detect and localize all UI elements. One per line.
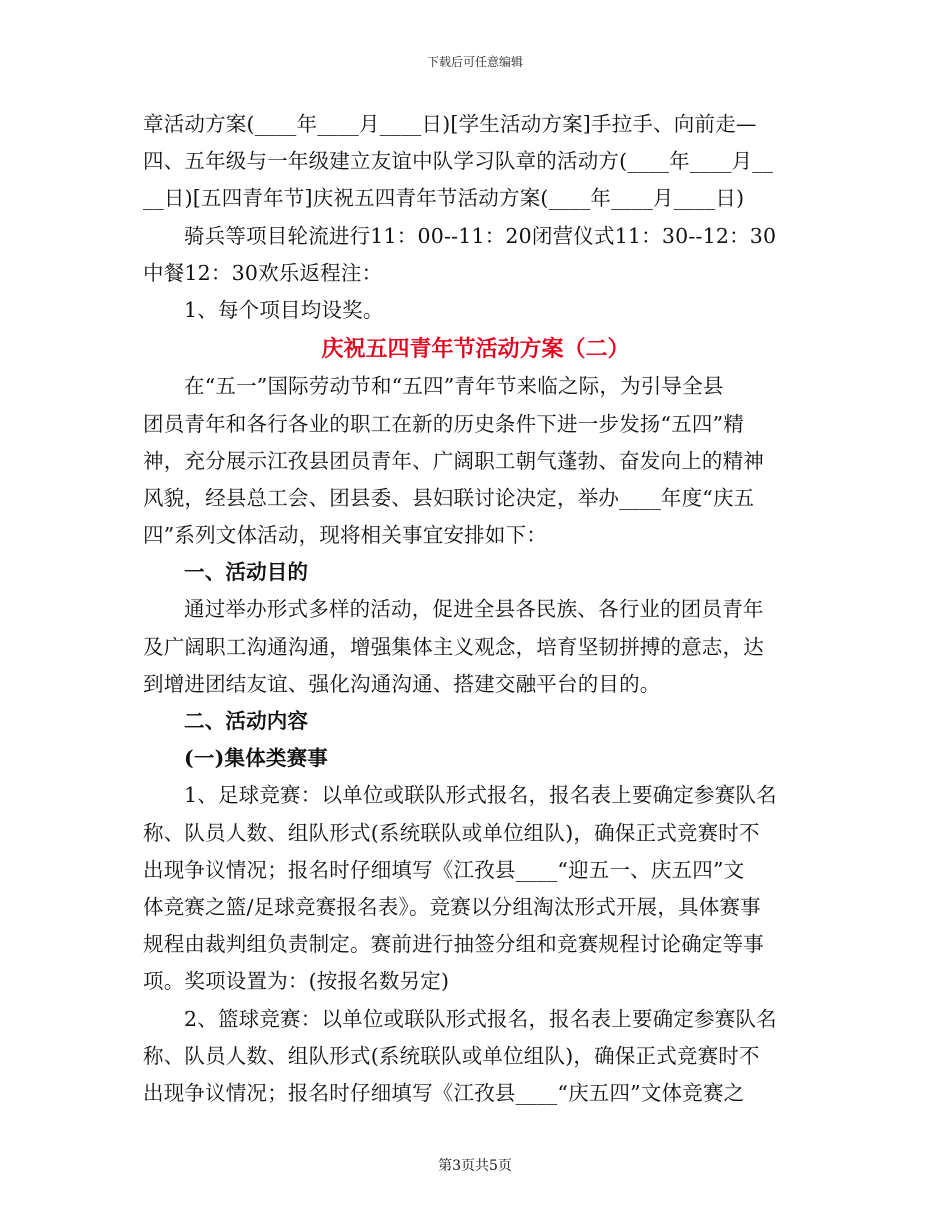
- section1-line: 及广阔职工沟通沟通，增强集体主义观念，培育坚韧拼搏的意志，达: [143, 634, 764, 659]
- item2-line: 2、篮球竞赛：以单位或联队形式报名，报名表上要确定参赛队名: [184, 1006, 777, 1031]
- text-line: __日)[五四青年节]庆祝五四青年节活动方案(____年____月____日): [143, 186, 745, 211]
- section1-line: 到增进团结友谊、强化沟通沟通、搭建交融平台的目的。: [143, 671, 661, 696]
- document-title: 庆祝五四青年节活动方案（二）: [321, 336, 630, 363]
- item2-line: 称、队员人数、组队形式(系统联队或单位组队)，确保正式竞赛时不: [143, 1043, 760, 1068]
- intro-line: 在“五一”国际劳动节和“五四”青年节来临之际，为引导全县: [184, 374, 724, 399]
- document-body: [143, 106, 808, 1112]
- item2-line: 出现争议情况；报名时仔细填写《江孜县____“庆五四”文体竞赛之: [143, 1080, 745, 1105]
- text-line: 章活动方案(____年____月____日)[学生活动方案]手拉手、向前走—: [143, 112, 757, 136]
- page-header-note: 下载后可任意编辑: [426, 55, 523, 69]
- item1-line: 规程由裁判组负责制定。赛前进行抽签分组和竞赛规程讨论确定等事: [143, 932, 764, 957]
- item1-line: 体竞赛之篮/足球竞赛报名表》。竞赛以分组淘汰形式开展，具体赛事: [143, 894, 761, 919]
- intro-line: 神，充分展示江孜县团员青年、广阔职工朝气蓬勃、奋发向上的精神: [143, 448, 764, 473]
- text-line: 四、五年级与一年级建立友谊中队学习队章的活动方(____年____月__: [143, 149, 774, 174]
- item1-line: 1、足球竞赛：以单位或联队形式报名，报名表上要确定参赛队名: [184, 783, 777, 808]
- text-line: 1、每个项目均设奖。: [184, 297, 384, 322]
- item1-line: 项。奖项设置为：(按报名数另定): [143, 969, 450, 994]
- intro-line: 四”系列文体活动，现将相关事宜安排如下：: [143, 523, 547, 548]
- page-number: 第3页共5页: [438, 1158, 512, 1174]
- item1-line: 出现争议情况；报名时仔细填写《江孜县____“迎五一、庆五四”文: [143, 857, 745, 882]
- section-heading-content: 二、活动内容: [184, 709, 309, 733]
- text-line: 骑兵等项目轮流进行11：00--11：20闭营仪式11：30--12：30: [184, 223, 777, 248]
- section1-line: 通过举办形式多样的活动，促进全县各民族、各行业的团员青年: [184, 597, 764, 622]
- intro-line: 风貌，经县总工会、团县委、县妇联讨论决定，举办____年度“庆五: [143, 485, 755, 510]
- subsection-heading-team-events: (一)集体类赛事: [184, 746, 328, 771]
- section-heading-purpose: 一、活动目的: [184, 560, 309, 585]
- item1-line: 称、队员人数、组队形式(系统联队或单位组队)，确保正式竞赛时不: [143, 820, 760, 845]
- intro-line: 团员青年和各行各业的职工在新的历史条件下进一步发扬“五四”精: [143, 411, 744, 436]
- text-line: 中餐12：30欢乐返程注：: [143, 260, 383, 285]
